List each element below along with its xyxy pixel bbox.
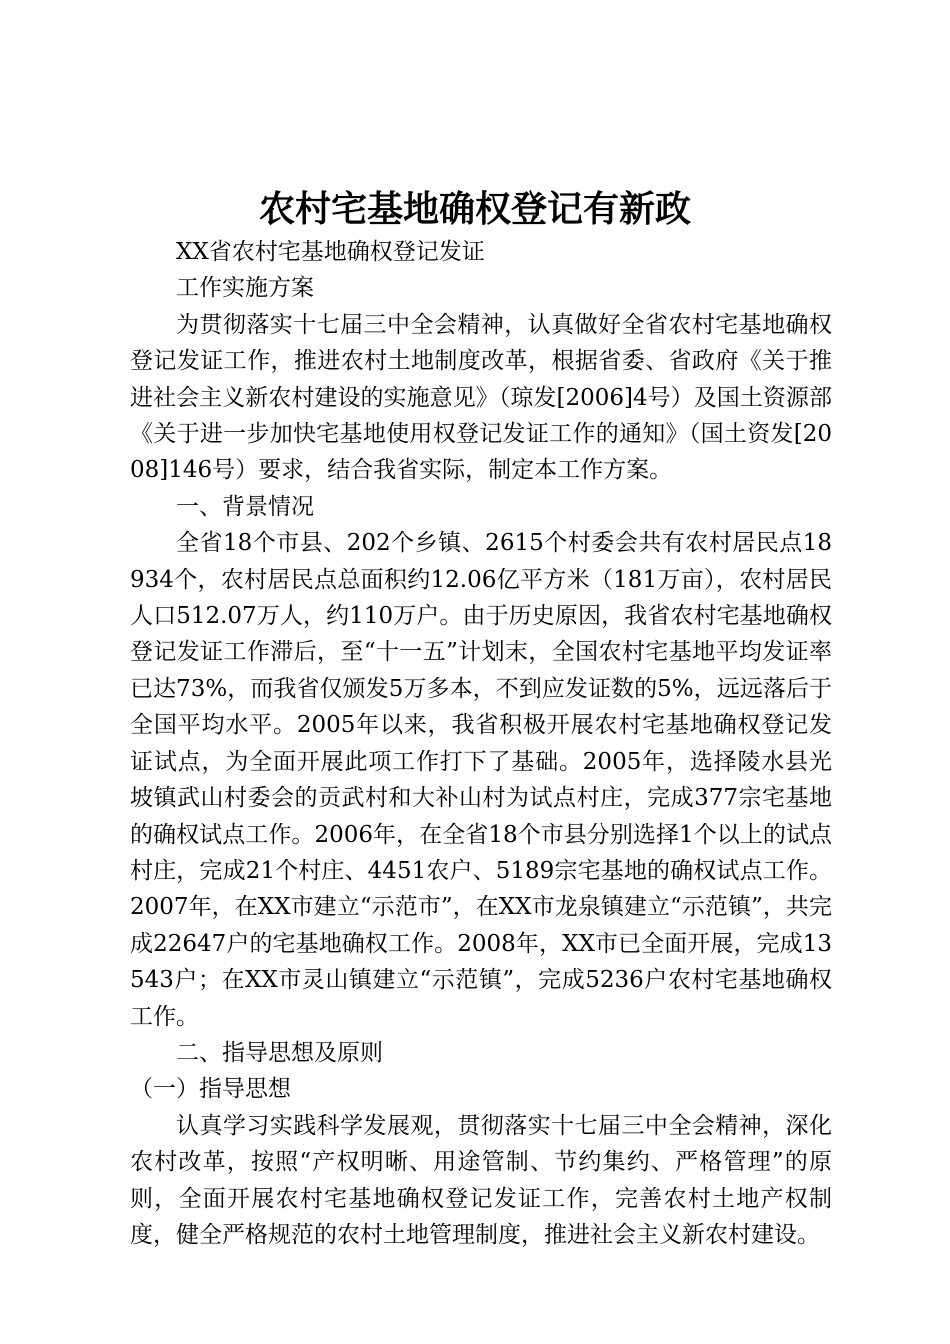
section-2-paragraph: 认真学习实践科学发展观，贯彻落实十七届三中全会精神，深化农村改革，按照“产权明晰、用途管制、节约集约、严格管理”的原则，全面开展农村宅基地确权登记发证工作，完善农村土地产权制度，健全严格规范的农村土地管理制度，推进社会主义新农村建设。 <box>130 1112 832 1248</box>
section-1-heading: 一、背景情况 <box>176 493 314 520</box>
subtitle-line-2: 工作实施方案 <box>176 275 314 302</box>
subtitle-line-1: XX省农村宅基地确权登记发证 <box>176 239 485 265</box>
document-body <box>130 234 832 1253</box>
section-1-paragraph: 全省18个市县、202个乡镇、2615个村委会共有农村居民点18934个，农村居民点总面积约12.06亿平方米（181万亩），农村居民人口512.07万人，约110万户。由于历史原因，我省农村宅基地确权登记发证工作滞后，至“十一五”计划末，全国农村宅基地平均发证率已达73%，而我省仅颁发5万多本，不到应发证数的5%，远远落后于全国平均水平。2005年以来，我省积极开展农村宅基地确权登记发证试点，为全面开展此项工作打下了基础。2005年，选择陵水县光坡镇武山村委会的贡武村和大补山村为试点村庄，完成377宗宅基地的确权试点工作。2006年，在全省18个市县分别选择1个以上的试点村庄，完成21个村庄、4451农户、5189宗宅基地的确权试点工作。2007年，在XX市建立“示范市”，在XX市龙泉镇建立“示范镇”，共完成22647户的宅基地确权工作。2008年，XX市已全面开展，完成13543户；在XX市灵山镇建立“示范镇”，完成5236户农村宅基地确权工作。 <box>130 530 832 1030</box>
section-2-subheading: （一）指导思想 <box>130 1076 291 1103</box>
intro-paragraph: 为贯彻落实十七届三中全会精神，认真做好全省农村宅基地确权登记发证工作，推进农村土地制度改革，根据省委、省政府《关于推进社会主义新农村建设的实施意见》（琼发[2006]4号）及国土资源部《关于进一步加快宅基地使用权登记发证工作的通知》（国土资发[2008]146号）要求，结合我省实际，制定本工作方案。 <box>130 311 832 484</box>
section-2-heading: 二、指导思想及原则 <box>176 1039 383 1066</box>
document-title: 农村宅基地确权登记有新政 <box>258 188 691 230</box>
